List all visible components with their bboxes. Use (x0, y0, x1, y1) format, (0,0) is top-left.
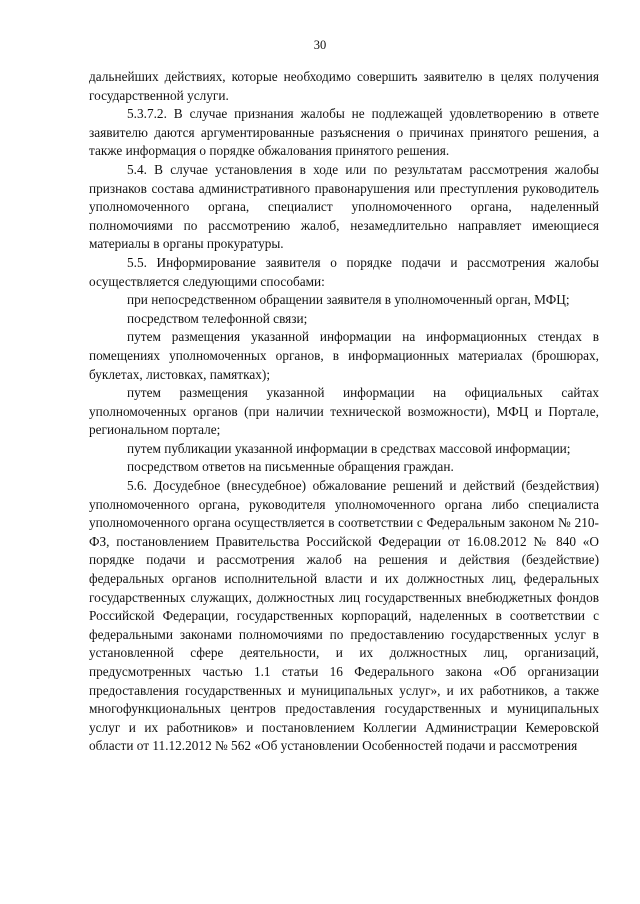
list-item-written-replies: посредством ответов на письменные обращения граждан. (127, 459, 454, 475)
paragraph-5-6: 5.6. Досудебное (внесудебное) обжалование решений и действий (бездействия) уполномоченного органа, руководителя уполномоченного органа либо специалиста уполномоченного органа осуществляется в соответствии с Федеральным законом № 210-ФЗ, постановлением Правительства Российской Федерации от 16.08.2012 № 840 «О порядке подачи и рассмотрения жалоб на решения и действия (бездействие) федеральных органов исполнительной власти и их должностных лиц, федеральных государственных служащих, должностных лиц государственных внебюджетных фондов Российской Федерации, государственных корпораций, наделенных в соответствии с федеральными законами полномочиями по предоставлению государственных услуг в установленной сфере деятельности, и их должностных лиц, организаций, предусмотренных частью 1.1 статьи 16 Федерального закона «Об организации предоставления государственных и муниципальных услуг», и их работников, а также многофункциональных центров предоставления государственных и муниципальных услуг и их работников» и постановлением Коллегии Администрации Кемеровской области от 11.12.2012 № 562 «Об установлении Особенностей подачи и рассмотрения (89, 478, 599, 754)
paragraph-5-3-7-2: 5.3.7.2. В случае признания жалобы не подлежащей удовлетворению в ответе заявителю даются аргументированные разъяснения о причинах принятого решения, а также информация о порядке обжалования принятого решения. (89, 106, 599, 159)
list-item-phone: посредством телефонной связи; (127, 310, 308, 326)
paragraph-5-5: 5.5. Информирование заявителя о порядке подачи и рассмотрения жалобы осуществляется следующими способами: (89, 254, 599, 289)
page-number: 30 (313, 38, 327, 52)
list-item-media: путем публикации указанной информации в средствах массовой информации; (127, 440, 571, 456)
paragraph-continuation: дальнейших действиях, которые необходимо совершить заявителю в целях получения государственной услуги. (89, 69, 599, 103)
list-item-direct-contact: при непосредственном обращении заявителя в уполномоченный орган, МФЦ; (127, 292, 570, 308)
paragraph-5-4: 5.4. В случае установления в ходе или по результатам рассмотрения жалобы признаков состава административного правонарушения или преступления руководитель уполномоченного органа, специалист уполномоченного органа, наделенный полномочиями по рассмотрению жалоб, незамедлительно направляет имеющиеся материалы в органы прокуратуры. (89, 161, 599, 252)
list-item-stands: путем размещения указанной информации на информационных стендах в помещениях уполномоченных органов, в информационных материалах (брошюрах, буклетах, листовках, памятках); (89, 329, 599, 382)
document-body (89, 68, 599, 756)
list-item-websites: путем размещения указанной информации на официальных сайтах уполномоченных органов (при наличии технической возможности), МФЦ и Портале, региональном портале; (89, 385, 599, 438)
